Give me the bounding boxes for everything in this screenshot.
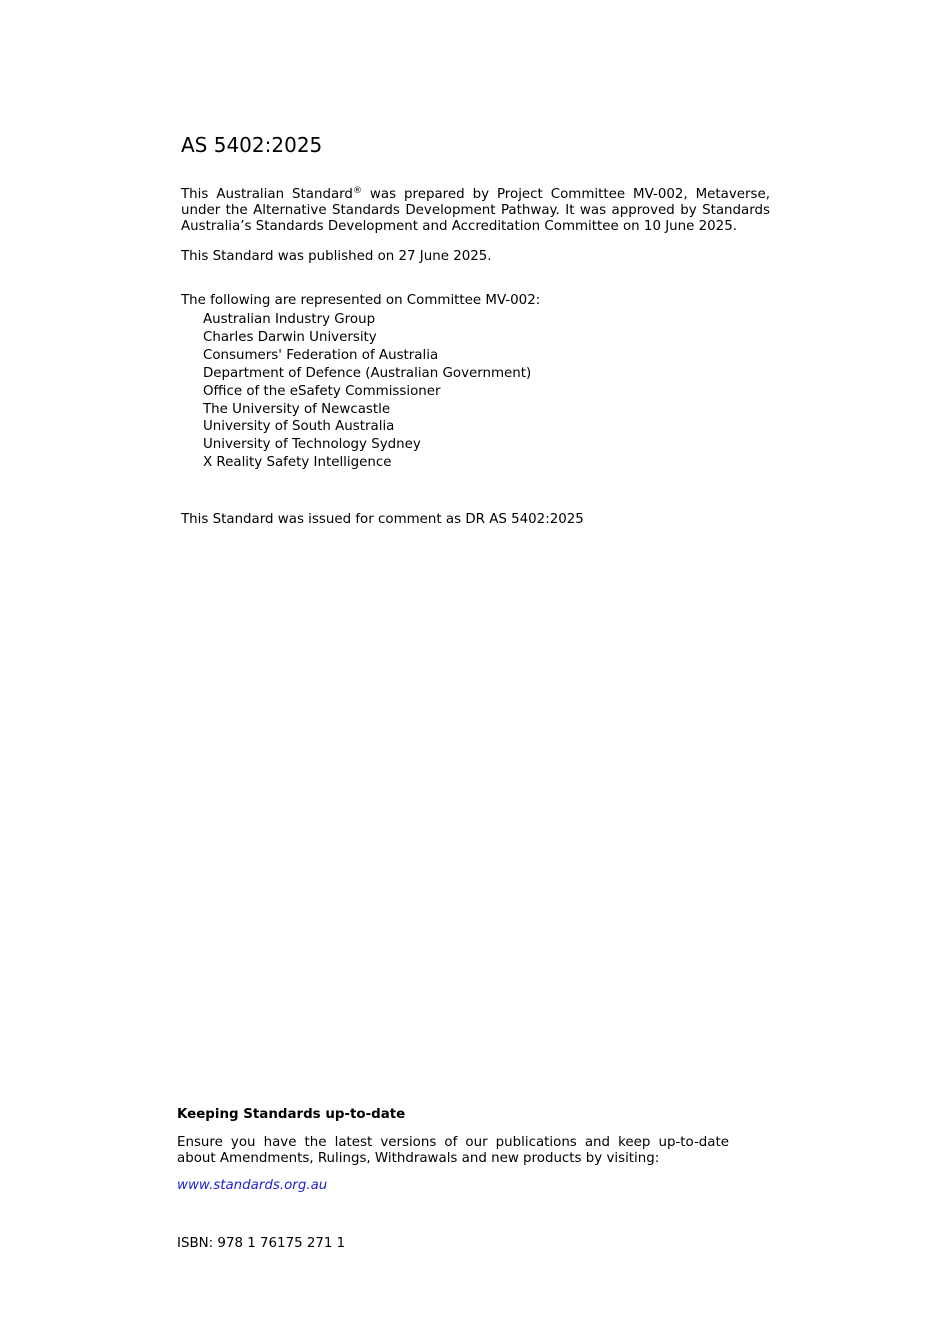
page-title: AS 5402:2025: [181, 133, 323, 157]
standards-website-link[interactable]: www.standards.org.au: [177, 1178, 328, 1193]
keeping-standards-heading: Keeping Standards up-to-date: [177, 1107, 406, 1122]
committee-member: Charles Darwin University: [203, 329, 377, 345]
committee-member: X Reality Safety Intelligence: [203, 455, 392, 471]
committee-member: The University of Newcastle: [203, 401, 391, 417]
intro-text-start: This Australian Standard: [181, 187, 353, 202]
isbn-number: ISBN: 978 1 76175 271 1: [177, 1236, 346, 1251]
committee-member: University of Technology Sydney: [203, 437, 421, 453]
publication-date-statement: This Standard was published on 27 June 2025.: [181, 249, 492, 264]
committee-member: Australian Industry Group: [203, 312, 376, 327]
committee-member: Office of the eSafety Commissioner: [203, 383, 441, 399]
registered-trademark-mark: ®: [352, 186, 362, 196]
draft-comment-statement: This Standard was issued for comment as DR AS 5402:2025: [181, 512, 584, 527]
intro-text-end: was prepared by Project Committee MV-002, Metaverse, under the Alternative Standards Development Pathway. It was approved by Standards Australia’s Standards Development and Accreditation Committee on 10 June 2025.: [181, 187, 770, 234]
committee-member-list: [203, 311, 531, 472]
committee-member: University of South Australia: [203, 419, 395, 435]
committee-member: Department of Defence (Australian Government): [203, 365, 532, 381]
committee-heading: The following are represented on Committee MV-002:: [181, 293, 541, 308]
intro-paragraph: [181, 187, 770, 235]
keeping-standards-text: Ensure you have the latest versions of our publications and keep up-to-date about Amendments, Rulings, Withdrawals and new products by visiting:: [177, 1135, 729, 1166]
committee-member: Consumers' Federation of Australia: [203, 347, 439, 363]
